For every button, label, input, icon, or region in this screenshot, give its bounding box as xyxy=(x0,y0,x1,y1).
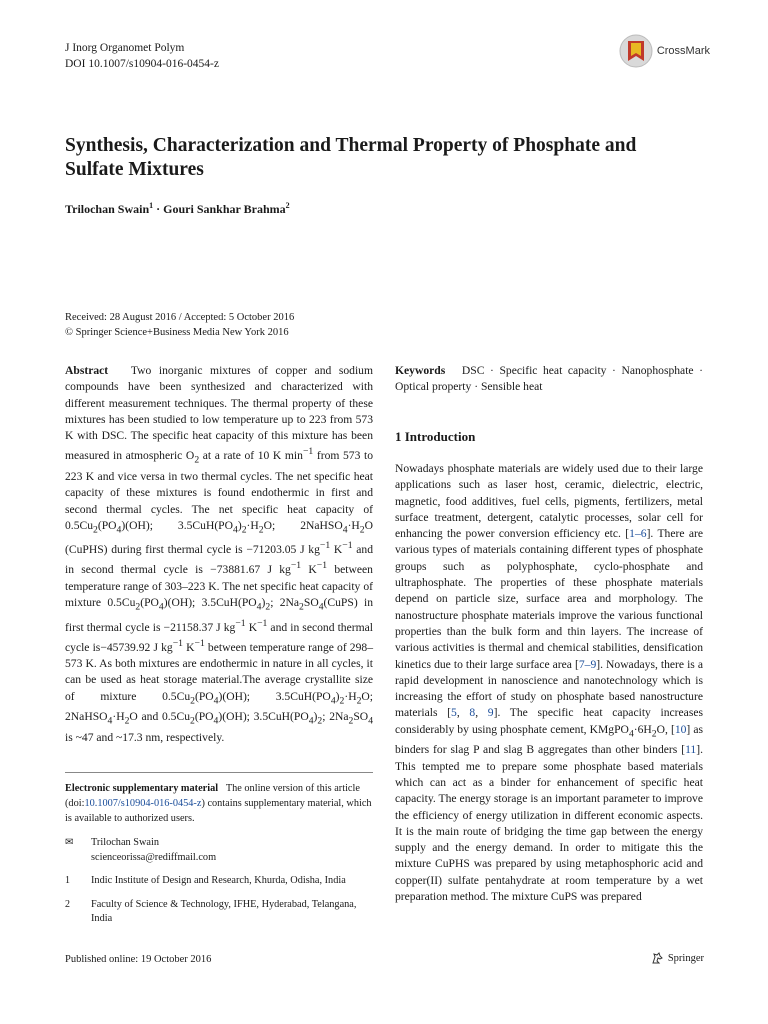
correspondence-block xyxy=(65,836,365,936)
esm-text-before: The online version of this article (doi: xyxy=(65,783,360,809)
author-separator: · xyxy=(153,202,164,216)
author-1-name: Trilochan Swain xyxy=(65,202,150,216)
keywords xyxy=(395,363,703,396)
article-title: Synthesis, Characterization and Thermal Property of Phosphate and Sulfate Mixtures xyxy=(65,135,637,180)
author-2-name: Gouri Sankhar Brahma xyxy=(163,202,286,216)
esm-text-after: ) contains supplementary material, which is available to authorized users. xyxy=(65,798,372,824)
affiliation-1-number: 1 xyxy=(65,875,70,886)
received-accepted: Received: 28 August 2016 / Accepted: 5 October 2016 xyxy=(65,312,295,323)
crossmark-icon xyxy=(619,34,653,68)
affiliation-1 xyxy=(65,874,365,889)
affiliation-2-text: Faculty of Science & Technology, IFHE, Hyderabad, Telangana, India xyxy=(91,898,357,924)
supplementary-note xyxy=(65,781,373,826)
crossmark-badge[interactable] xyxy=(619,34,710,68)
abstract-body: Two inorganic mixtures of copper and sodium compounds have been synthesized and characterized with different measurement techniques. The thermal property of these mixtures has been studied to low temperature up to 223 from 573 K with DSC. The specific heat capacity of this mixture has been measured in atmospheric $O_2$ at a rate of 10 K $\min^{-1}$ from 573 to 223 K and vice versa in two thermal cycles. The net specific heat capacity of these mixtures is found endothermic in first and second thermal cycles. The net specific heat capacity of $0.5Cu_2(PO_4)(OH)$; $3.5CuH(PO_4)_2\cdot H_2O$; $2NaHSO_4\cdot H_2O$ (CuPHS) during first thermal cycle is −71203.05 J $kg^{-1}$ $K^{-1}$ and in second thermal cycle is −73881.67 J $kg^{-1}$ $K^{-1}$ between temperature range of 303–223 K. The net specific heat capacity of mixture $0.5Cu_2(PO_4)(OH)$; $3.5CuH(PO_4)_2$; $2Na_2SO_4(CuPS)$ in first thermal cycle is −21158.37 J $kg^{-1}$ $K^{-1}$ and in second thermal cycle is−45739.92 J $kg^{-1}$ $K^{-1}$ between temperature range of 298–573 K. As both mixtures are endothermic in nature in all cycles, it can be used as heat storage material.The average crystallite size of mixture $0.5Cu_2(PO_4)(OH)$; $3.5CuH(PO_4)_2\cdot H_2O$; $2NaHSO_4\cdot H_2O$ and $0.5Cu_2(PO_4)(OH)$; $3.5CuH(PO_4)_2$; $2Na_2SO_4$ is ~47 and ~17.3 nm, respectively. xyxy=(65,364,374,744)
springer-horse-icon xyxy=(650,951,664,965)
introduction-body: Nowadays phosphate materials are widely used due to their large applications such as laser host, ceramic, dielectric, electric, magnetic, food additives, fuel cells, pigments, fertilizers, metal surface treatment, detergent, catalytic processes, solar cell for enhancing the power conversion efficiency etc. [1–6]. There are various types of materials containing different types of phosphate groups such as polyphosphate, cyclo-phosphate and ultraphosphate. The properties of these phosphate materials depend on particle size, surface area and morphology. The nanostructure phosphate materials improve the various functional properties than the bulk form and thin layers. The increase of various activities is thermal and chemical stabilities, densification kinetics due to their large surface area [7–9]. Nowadays, there is a rapid development in nanoscience and nanotechnology which is increasing the effort of study on phosphate based nanostructure materials [5, 8, 9]. The specific heat capacity increases considerably by using phosphate cement, $KMgPO_4\cdot 6H_2O$, [10] as binders for slag P and slag B aggregates than other binders [11]. This tempted me to prepare some phosphate based materials which can act as a binder for enhancement of specific heat capacity. The energy storage is an important parameter to improve the efficiency of energy utilization in different economic aspects. It is the main route of bridging the time gap between the energy supply and the energy demand. In order to mitigate this the mixture CuPHS was prepared by using metaphosphoric acid and copper(II) sulfate pentahydrate at room temperature by a wet preparation method. The mixture CuPS was prepared xyxy=(395,462,703,904)
author-2-affil: 2 xyxy=(285,201,290,210)
springer-logo xyxy=(650,951,704,965)
esm-label: Electronic supplementary material xyxy=(65,783,219,794)
crossmark-label: CrossMark xyxy=(656,45,710,57)
corresponding-email[interactable]: scienceorissa@rediffmail.com xyxy=(91,851,217,863)
springer-label: Springer xyxy=(667,952,704,964)
abstract xyxy=(65,363,373,746)
journal-name: J Inorg Organomet Polym xyxy=(65,42,185,54)
doi-line: DOI 10.1007/s10904-016-0454-z xyxy=(65,58,219,70)
corresponding-name: Trilochan Swain xyxy=(91,837,159,848)
envelope-icon: ✉ xyxy=(65,837,74,848)
journal-header xyxy=(65,40,219,72)
affiliation-2-number: 2 xyxy=(65,898,70,910)
keywords-label: Keywords xyxy=(395,364,446,377)
keywords-body: DSC · Specific heat capacity · Nanophosphate · Optical property · Sensible heat xyxy=(395,364,703,394)
published-online: Published online: 19 October 2016 xyxy=(65,954,212,965)
dates-block xyxy=(65,310,294,340)
affiliation-2 xyxy=(65,898,365,927)
esm-doi-link[interactable]: 10.1007/s10904-016-0454-z xyxy=(84,798,202,809)
author-list xyxy=(65,201,290,217)
footnote-divider xyxy=(65,772,373,773)
author-2[interactable] xyxy=(163,202,289,216)
copyright-line: © Springer Science+Business Media New York 2016 xyxy=(65,327,289,338)
affiliation-1-text: Indic Institute of Design and Research, Khurda, Odisha, India xyxy=(91,875,346,886)
section-heading-introduction: 1 Introduction xyxy=(395,429,476,444)
corresponding-author xyxy=(65,836,365,865)
author-1[interactable] xyxy=(65,202,153,216)
author-1-affil: 1 xyxy=(149,201,154,210)
abstract-label: Abstract xyxy=(65,364,109,377)
